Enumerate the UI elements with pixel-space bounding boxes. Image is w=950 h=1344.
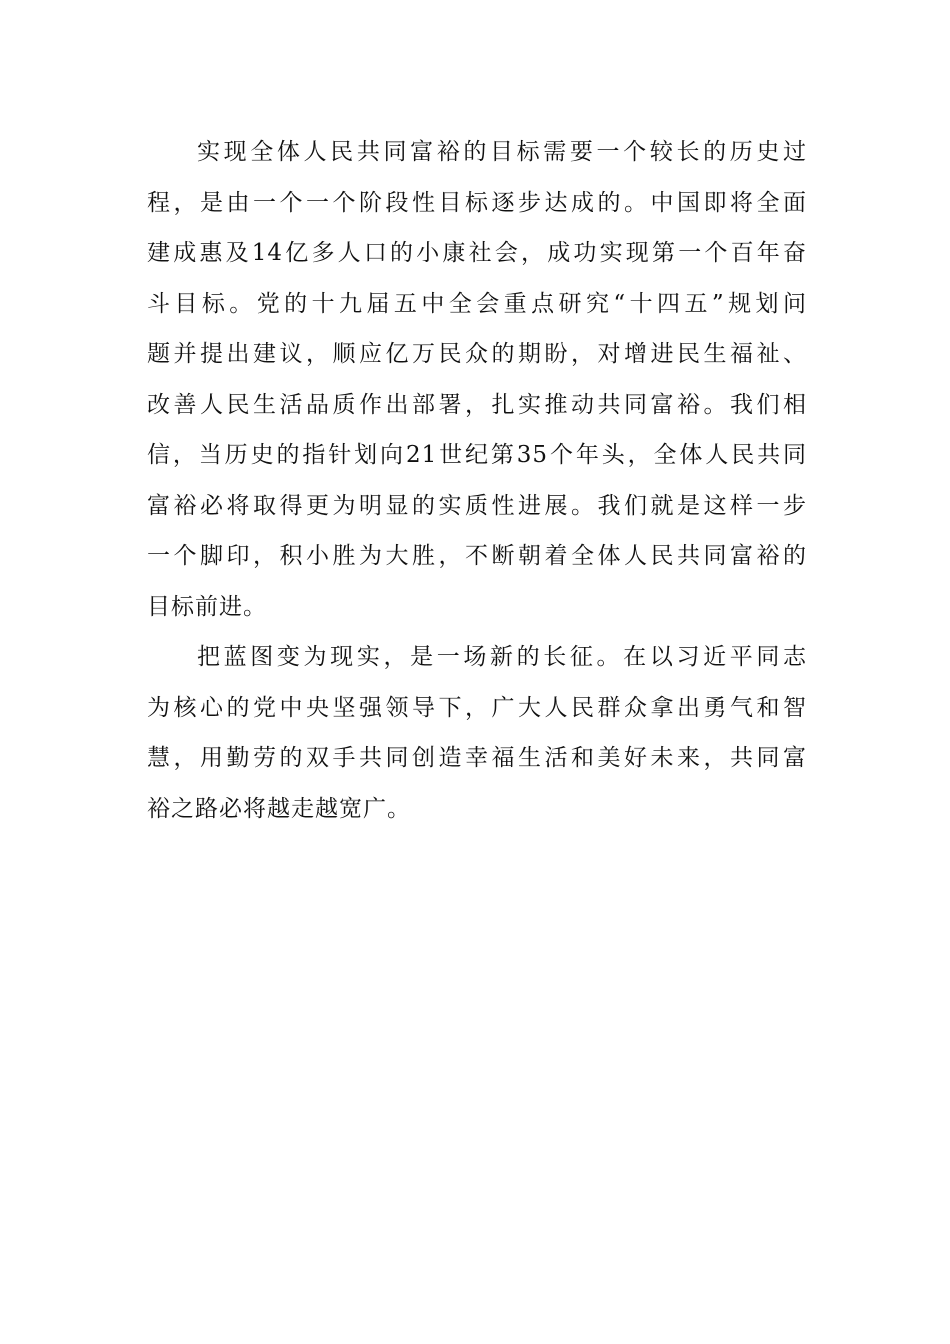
text-line: 改善人民生活品质作出部署，扎实推动共同富裕。我们相	[147, 391, 807, 418]
paragraph-common-prosperity-process	[147, 127, 807, 632]
text-line: 建成惠及14亿多人口的小康社会，成功实现第一个百年奋	[147, 240, 807, 266]
text-line: 题并提出建议，顺应亿万民众的期盼，对增进民生福祉、	[147, 341, 807, 367]
text-line: 把蓝图变为现实，是一场新的长征。在以习近平同志	[197, 644, 807, 670]
document-body	[147, 127, 807, 834]
text-line: 程，是由一个一个阶段性目标逐步达成的。中国即将全面	[147, 189, 807, 216]
text-line: 富裕必将取得更为明显的实质性进展。我们就是这样一步	[147, 492, 807, 519]
text-line: 慧，用勤劳的双手共同创造幸福生活和美好未来，共同富	[147, 745, 807, 771]
text-line: 目标前进。	[147, 593, 267, 620]
text-line: 信，当历史的指针划向21世纪第35个年头，全体人民共同	[147, 442, 807, 468]
text-line: 裕之路必将越走越宽广。	[147, 795, 411, 822]
paragraph-new-long-march	[147, 632, 807, 834]
text-line: 为核心的党中央坚强领导下，广大人民群众拿出勇气和智	[147, 694, 807, 721]
text-line: 斗目标。党的十九届五中全会重点研究“十四五”规划问	[147, 290, 807, 317]
text-line: 实现全体人民共同富裕的目标需要一个较长的历史过	[197, 139, 807, 165]
text-line: 一个脚印，积小胜为大胜，不断朝着全体人民共同富裕的	[147, 543, 807, 569]
